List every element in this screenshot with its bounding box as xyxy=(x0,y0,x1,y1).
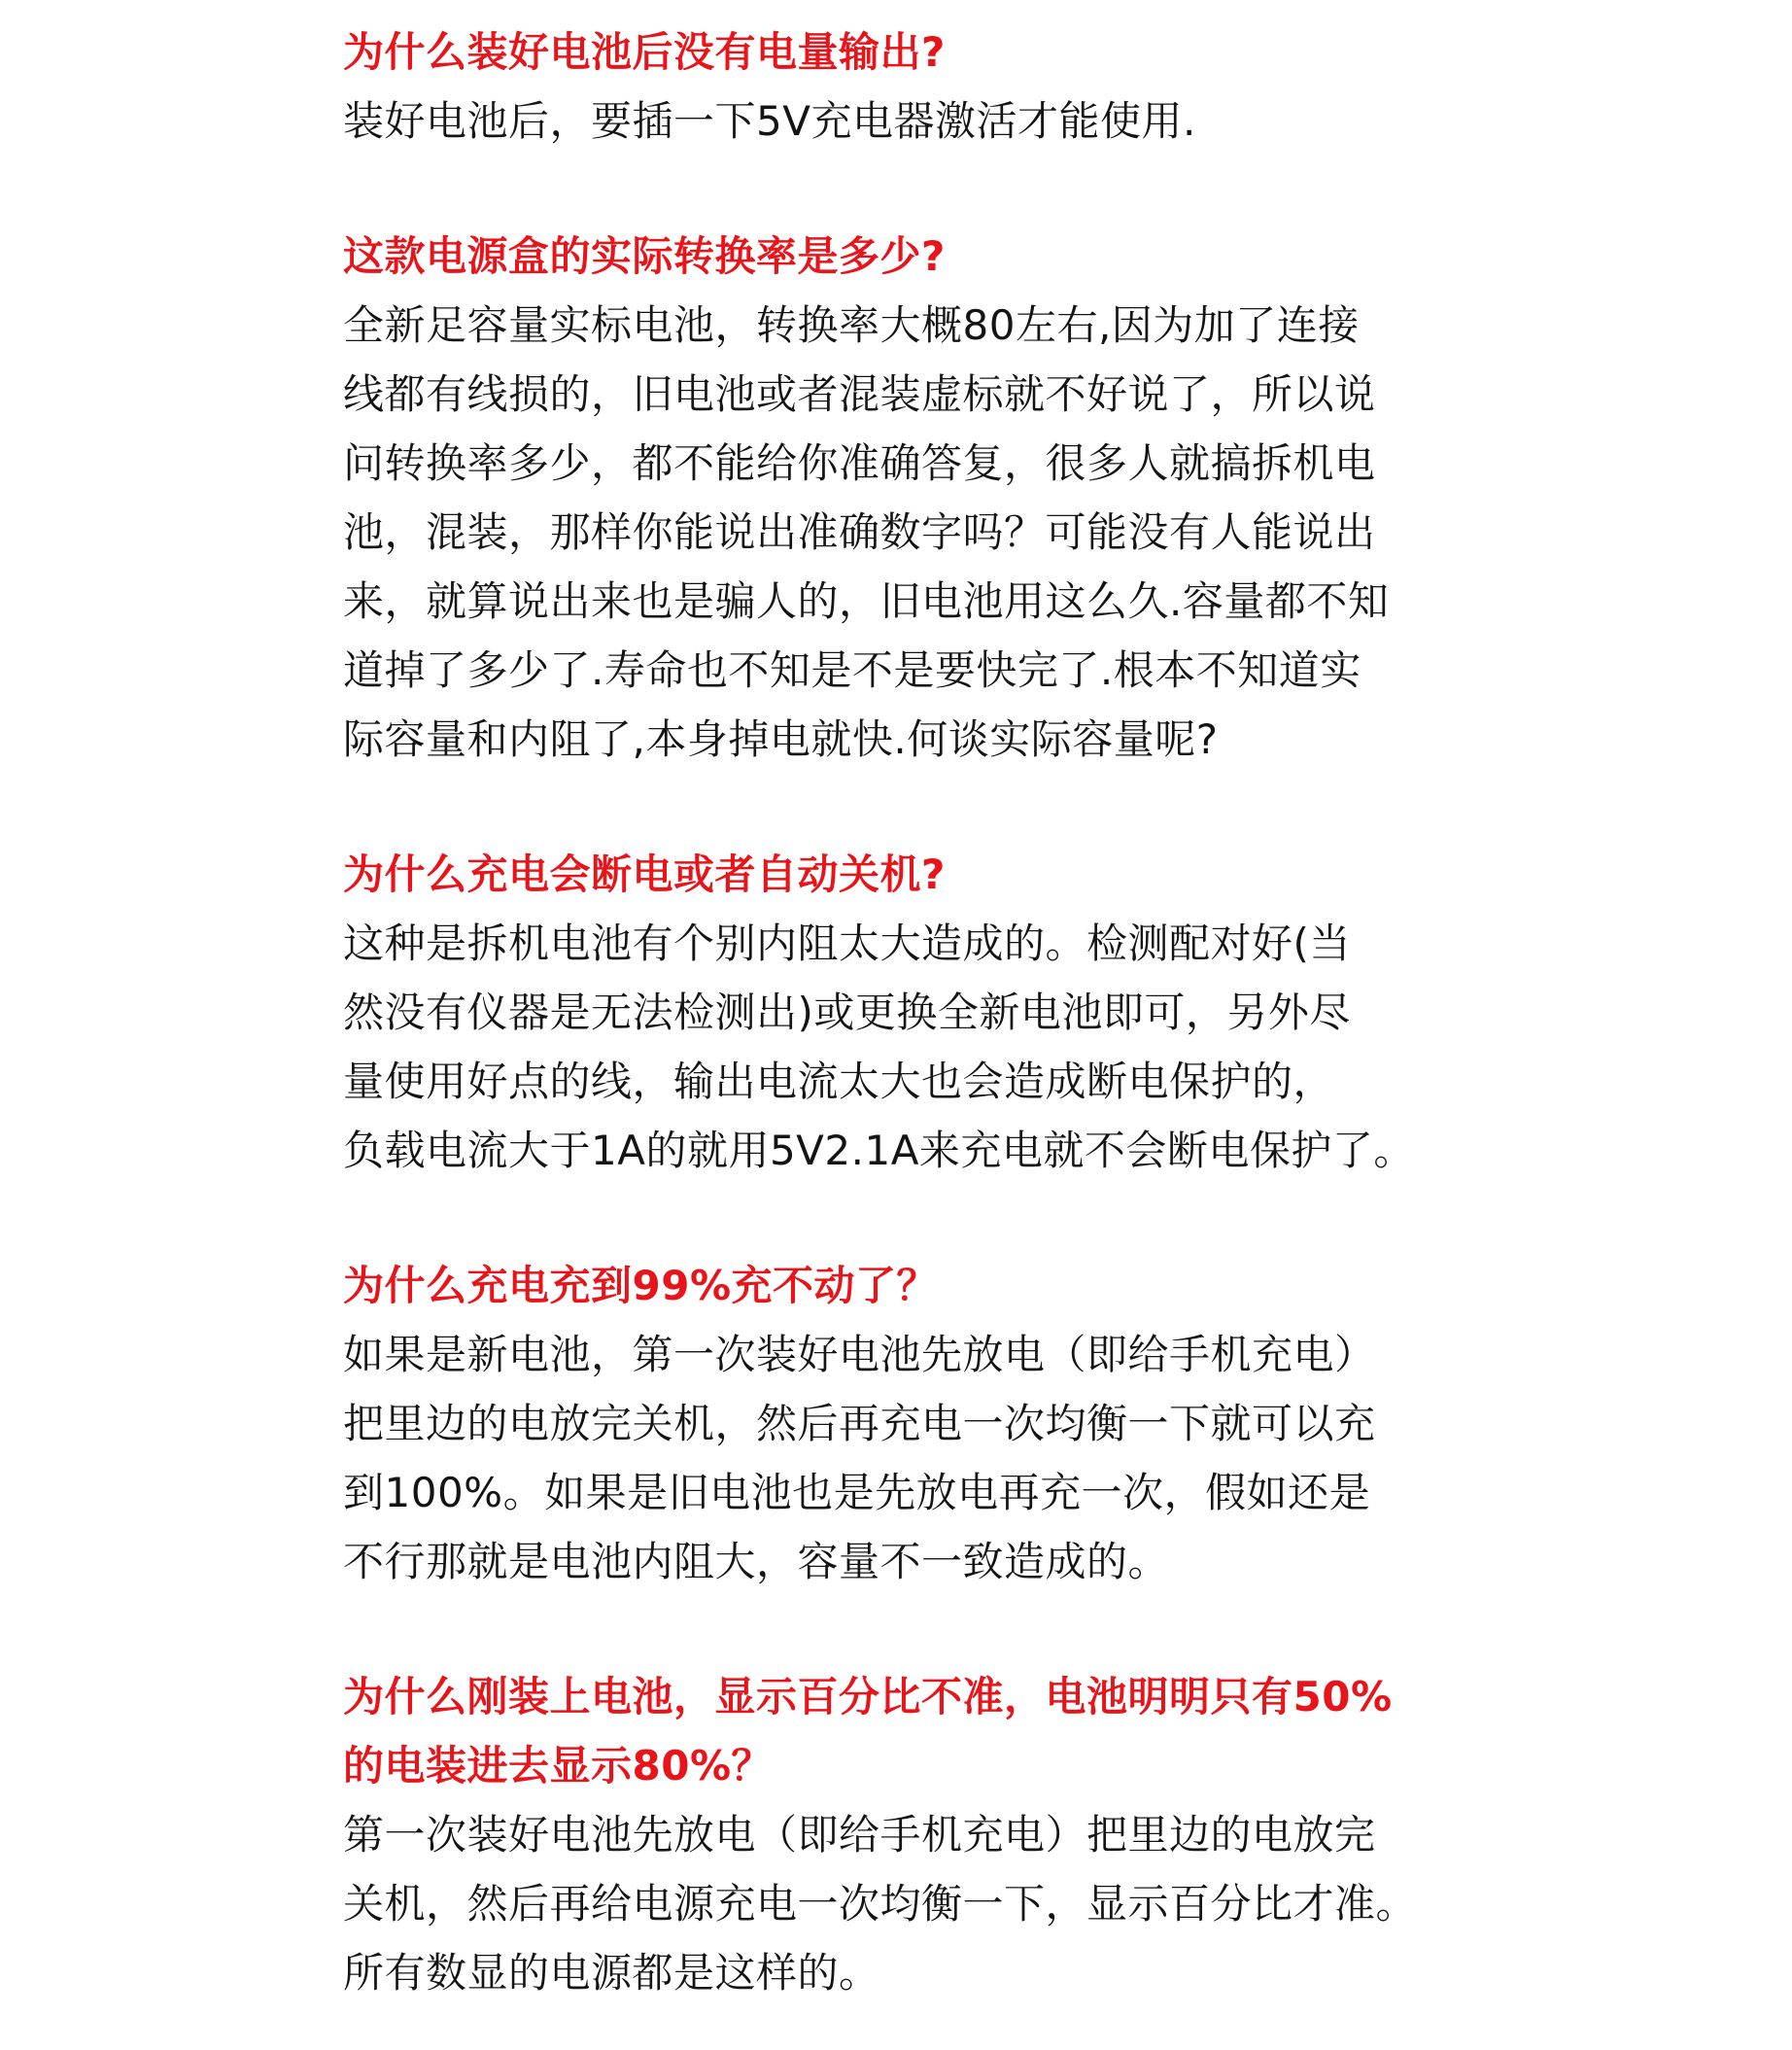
faq-answer xyxy=(343,1320,1509,1596)
faq-question xyxy=(343,17,1509,87)
faq-item-percentage xyxy=(343,1662,1509,2007)
answer-line: 量使用好点的线，输出电流太大也会造成断电保护的， xyxy=(343,1058,1335,1105)
answer-line: 问转换率多少，都不能给你准确答复，很多人就搞拆机电 xyxy=(343,439,1376,487)
answer-line: 把里边的电放完关机，然后再充电一次均衡一下就可以充 xyxy=(343,1400,1376,1447)
faq-answer xyxy=(343,1800,1509,2007)
question-line: 为什么刚装上电池，显示百分比不准，电池明明只有50% xyxy=(343,1673,1393,1720)
question-line: 这款电源盒的实际转换率是多少? xyxy=(343,232,946,280)
answer-line: 这种是拆机电池有个别内阻太大造成的。检测配对好(当 xyxy=(343,920,1351,967)
question-line: 的电装进去显示80%？ xyxy=(343,1742,774,1789)
answer-line: 全新足容量实标电池，转换率大概80左右,因为加了连接 xyxy=(343,301,1360,349)
faq-item-power-cut xyxy=(343,840,1509,1185)
faq-item-conversion-rate xyxy=(343,222,1509,774)
faq-document xyxy=(343,17,1509,2007)
faq-item-charge-99 xyxy=(343,1251,1509,1596)
answer-line: 线都有线损的，旧电池或者混装虚标就不好说了，所以说 xyxy=(343,370,1376,418)
answer-line: 到100%。如果是旧电池也是先放电再充一次，假如还是 xyxy=(343,1469,1371,1516)
answer-line: 际容量和内阻了,本身掉电就快.何谈实际容量呢? xyxy=(343,715,1219,763)
faq-item-activation xyxy=(343,17,1509,156)
answer-line: 如果是新电池，第一次装好电池先放电（即给手机充电） xyxy=(343,1331,1376,1378)
answer-line: 道掉了多少了.寿命也不知是不是要快完了.根本不知道实 xyxy=(343,646,1361,694)
answer-line: 负载电流大于1A的就用5V2.1A来充电就不会断电保护了。 xyxy=(343,1127,1415,1174)
answer-line: 来，就算说出来也是骗人的，旧电池用这么久.容量都不知 xyxy=(343,577,1390,625)
faq-question-continued xyxy=(343,1731,1509,1800)
answer-line: 池，混装，那样你能说出准确数字吗？可能没有人能说出 xyxy=(343,508,1376,556)
question-line: 为什么充电充到99%充不动了？ xyxy=(343,1262,939,1309)
faq-question xyxy=(343,1251,1509,1320)
answer-line: 装好电池后，要插一下5V充电器激活才能使用. xyxy=(343,97,1196,145)
answer-line: 关机，然后再给电源充电一次均衡一下，显示百分比才准。 xyxy=(343,1880,1418,1928)
faq-question xyxy=(343,840,1509,909)
question-line: 为什么充电会断电或者自动关机? xyxy=(343,851,946,898)
faq-answer xyxy=(343,291,1509,774)
answer-line: 第一次装好电池先放电（即给手机充电）把里边的电放完 xyxy=(343,1811,1376,1859)
answer-line: 不行那就是电池内阻大，容量不一致造成的。 xyxy=(343,1538,1170,1585)
answer-line: 所有数显的电源都是这样的。 xyxy=(343,1949,880,1997)
answer-line: 然没有仪器是无法检测出)或更换全新电池即可，另外尽 xyxy=(343,989,1351,1036)
faq-answer xyxy=(343,909,1509,1185)
question-line: 为什么装好电池后没有电量输出? xyxy=(343,28,946,76)
faq-answer xyxy=(343,87,1509,156)
faq-question xyxy=(343,1662,1509,1731)
faq-question xyxy=(343,222,1509,291)
